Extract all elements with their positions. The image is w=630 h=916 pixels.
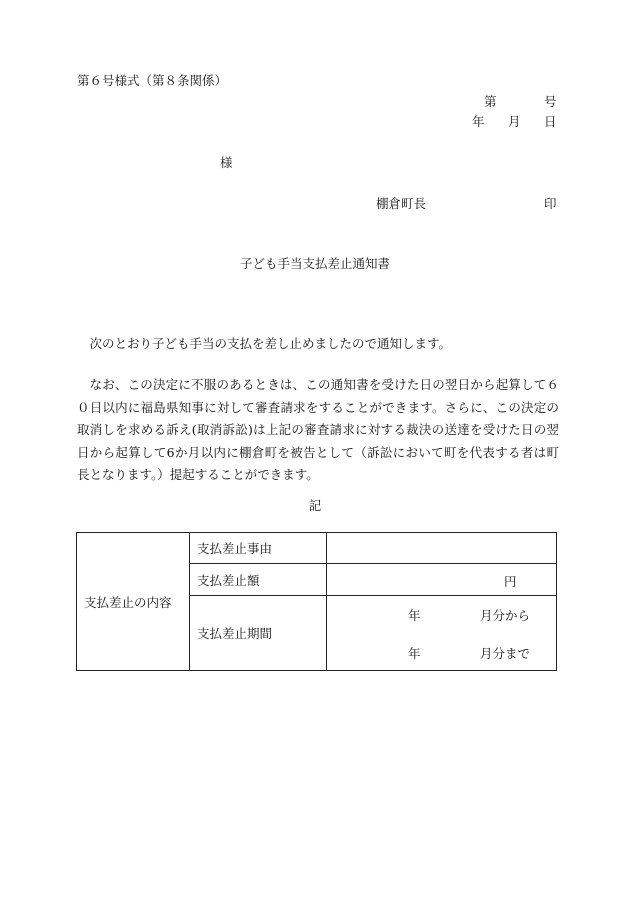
reason-label-cell: 支払差止事由 bbox=[190, 533, 327, 564]
addressee-honorific: 様 bbox=[220, 155, 233, 170]
table-row bbox=[77, 533, 557, 564]
period-value-cell bbox=[327, 596, 557, 671]
date-day-label: 日 bbox=[544, 114, 557, 129]
amount-value-cell bbox=[327, 564, 557, 596]
document-number-prefix: 第 bbox=[484, 94, 497, 109]
reason-value-cell bbox=[327, 533, 557, 564]
amount-unit: 円 bbox=[504, 574, 517, 589]
period-from-suffix: 月分から bbox=[480, 608, 531, 623]
notice-paragraph: 次のとおり子ども手当の支払を差し止めましたので通知します。 bbox=[89, 336, 452, 351]
period-label-cell: 支払差止期間 bbox=[190, 596, 327, 671]
period-to-suffix: 月分まで bbox=[480, 646, 531, 661]
group-label-cell: 支払差止の内容 bbox=[77, 533, 190, 671]
date-month-label: 月 bbox=[508, 114, 521, 129]
seal-mark: 印 bbox=[544, 196, 557, 211]
detail-table bbox=[76, 532, 557, 671]
period-to-year: 年 bbox=[408, 646, 421, 661]
ki-heading: 記 bbox=[308, 498, 322, 513]
document-title: 子ども手当支払差止通知書 bbox=[239, 256, 390, 271]
document-number-suffix: 号 bbox=[544, 94, 557, 109]
amount-label-cell: 支払差止額 bbox=[190, 564, 327, 596]
date-year-label: 年 bbox=[472, 114, 485, 129]
form-number-label: 第６号様式（第８条関係） bbox=[77, 73, 228, 88]
sender-title: 棚倉町長 bbox=[376, 196, 427, 211]
appeal-paragraph: なお、この決定に不服のあるときは、この通知書を受けた日の翌日から起算して６０日以内に福島県知事に対して審査請求をすることができます。さらに、この決定の取消しを求める訴え(取消訴訟)は上記の審査請求に対する裁決の送達を受けた日の翌日から起算して6か月以内に棚倉町を被告として（訴訟において町を代表する者は町長となります。）提起することができます。 bbox=[77, 377, 559, 482]
period-from-year: 年 bbox=[408, 608, 421, 623]
